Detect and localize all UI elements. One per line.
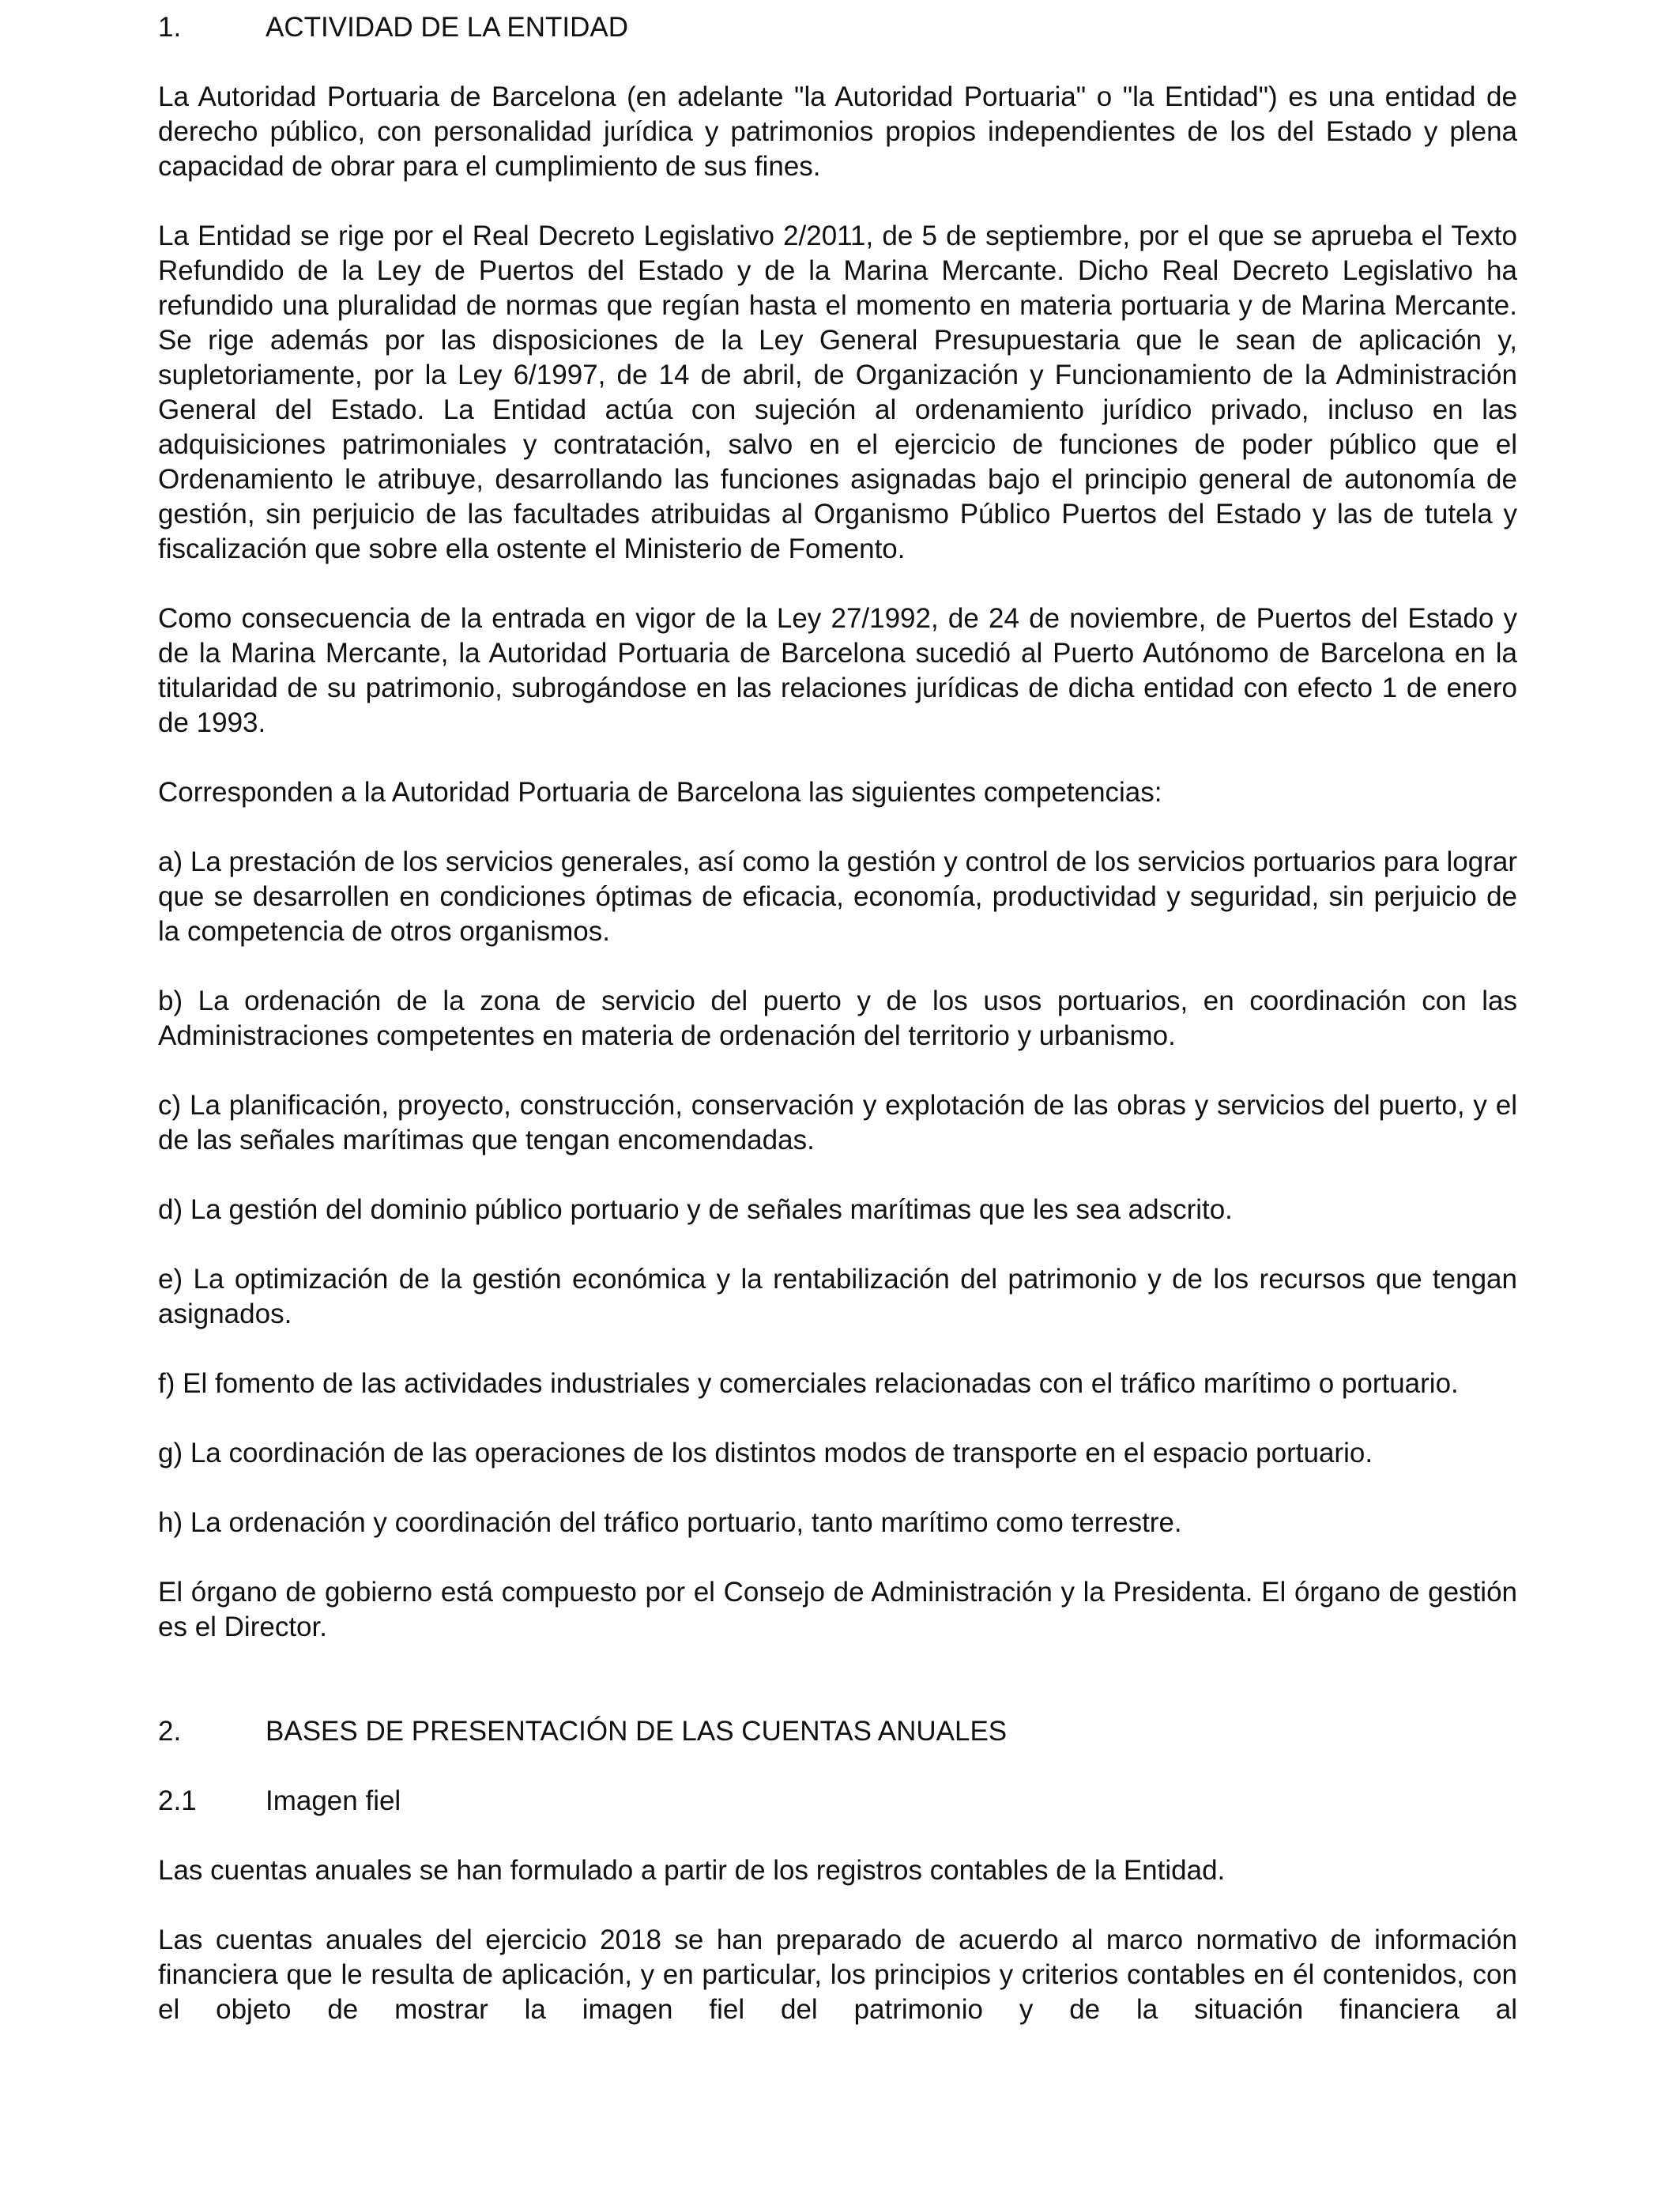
section-1-title: ACTIVIDAD DE LA ENTIDAD	[266, 12, 628, 43]
competency-f: f) El fomento de las actividades industriales y comerciales relacionadas con el tráfico marítimo o portuario.	[158, 1368, 1459, 1399]
paragraph-legal-framework: La Entidad se rige por el Real Decreto Legislativo 2/2011, de 5 de septiembre, por el que se aprueba el Texto Refundido de la Ley de Puertos del Estado y de la Marina Mercante. Dicho Real Decreto Legislativo ha refundido una pluralidad de normas que regían hasta el momento en materia portuaria y de Marina Mercante. Se rige además por las disposiciones de la Ley General Presupuestaria que le sean de aplicación y, supletoriamente, por la Ley 6/1997, de 14 de abril, de Organización y Funcionamiento de la Administración General del Estado. La Entidad actúa con sujeción al ordenamiento jurídico privado, incluso en las adquisiciones patrimoniales y contratación, salvo en el ejercicio de funciones de poder público que el Ordenamiento le atribuye, desarrollando las funciones asignadas bajo el principio general de autonomía de gestión, sin perjuicio de las facultades atribuidas al Organismo Público Puertos del Estado y las de tutela y fiscalización que sobre ella ostente el Ministerio de Fomento.	[158, 221, 1517, 564]
section-2-number: 2.	[158, 1716, 182, 1747]
paragraph-governance: El órgano de gobierno está compuesto por el Consejo de Administración y la Presidenta. El órgano de gestión es el Director.	[158, 1577, 1517, 1642]
competency-b: b) La ordenación de la zona de servicio del puerto y de los usos portuarios, en coordinación con las Administraciones competentes en materia de ordenación del territorio y urbanismo.	[158, 986, 1517, 1051]
section-1-heading	[158, 10, 1517, 45]
paragraph-entity-definition: La Autoridad Portuaria de Barcelona (en adelante "la Autoridad Portuaria" o "la Entidad") es una entidad de derecho público, con personalidad jurídica y patrimonios propios independientes de los del Estado y plena capacidad de obrar para el cumplimiento de sus fines.	[158, 81, 1517, 182]
section-1-number: 1.	[158, 12, 182, 43]
section-2-title: BASES DE PRESENTACIÓN DE LAS CUENTAS ANUALES	[266, 1716, 1008, 1747]
subsection-2-1-number: 2.1	[158, 1785, 197, 1816]
paragraph-accounts-prepared: Las cuentas anuales del ejercicio 2018 se han preparado de acuerdo al marco normativo de información financiera que le resulta de aplicación, y en particular, los principios y criterios contables en él contenidos, con el objeto de mostrar la imagen fiel del patrimonio y de la situación financiera al	[158, 1924, 1517, 2025]
section-2-heading	[158, 1714, 1517, 1749]
paragraph-succession: Como consecuencia de la entrada en vigor de la Ley 27/1992, de 24 de noviembre, de Puertos del Estado y de la Marina Mercante, la Autoridad Portuaria de Barcelona sucedió al Puerto Autónomo de Barcelona en la titularidad de su patrimonio, subrogándose en las relaciones jurídicas de dicha entidad con efecto 1 de enero de 1993.	[158, 603, 1517, 738]
competency-c: c) La planificación, proyecto, construcción, conservación y explotación de las obras y servicios del puerto, y el de las señales marítimas que tengan encomendadas.	[158, 1090, 1517, 1155]
competency-a: a) La prestación de los servicios generales, así como la gestión y control de los servicios portuarios para lograr que se desarrollen en condiciones óptimas de eficacia, economía, productividad y seguridad, sin perjuicio de la competencia de otros organismos.	[158, 846, 1517, 947]
document-page	[158, 0, 1517, 2027]
competency-h: h) La ordenación y coordinación del tráfico portuario, tanto marítimo como terrestre.	[158, 1507, 1182, 1538]
subsection-2-1-title: Imagen fiel	[266, 1785, 401, 1816]
competency-e: e) La optimización de la gestión económica y la rentabilización del patrimonio y de los recursos que tengan asignados.	[158, 1264, 1517, 1329]
paragraph-competencies-intro: Corresponden a la Autoridad Portuaria de Barcelona las siguientes competencias:	[158, 777, 1162, 808]
paragraph-accounts-formulated: Las cuentas anuales se han formulado a partir de los registros contables de la Entidad.	[158, 1855, 1226, 1886]
subsection-2-1-heading	[158, 1784, 1517, 1819]
competency-d: d) La gestión del dominio público portuario y de señales marítimas que les sea adscrito.	[158, 1194, 1233, 1225]
competency-g: g) La coordinación de las operaciones de los distintos modos de transporte en el espacio portuario.	[158, 1438, 1373, 1468]
